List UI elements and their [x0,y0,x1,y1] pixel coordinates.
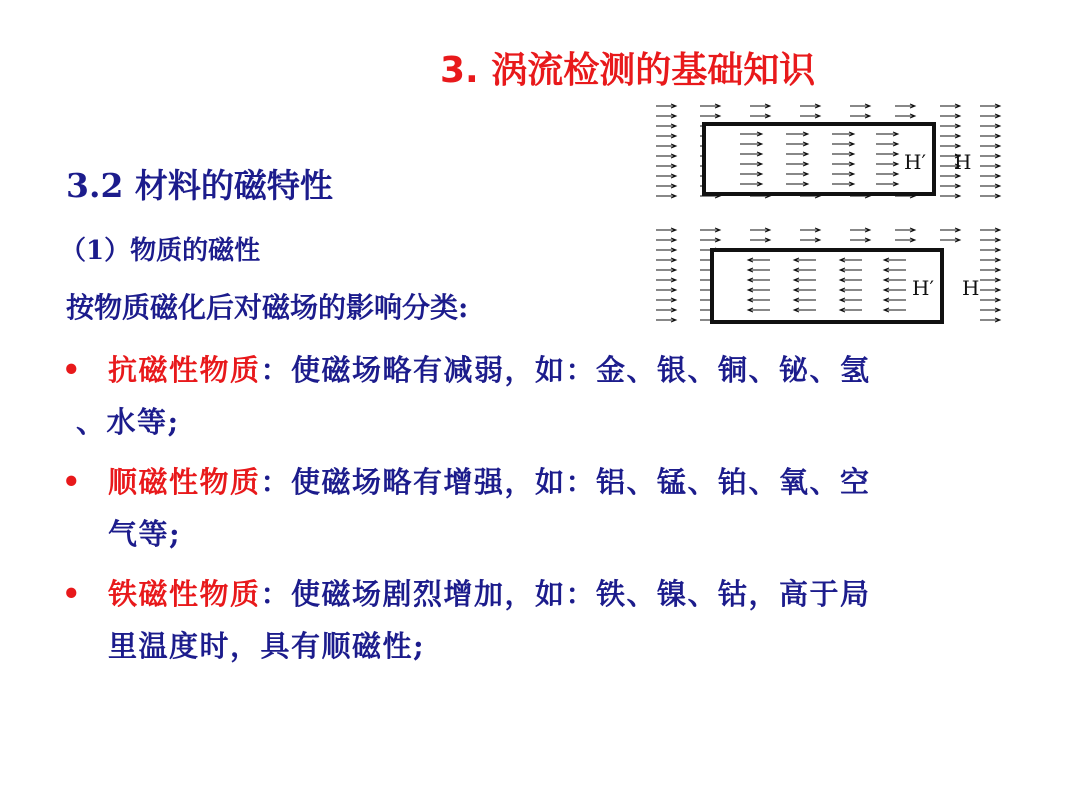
bullet-term: 铁磁性物质 [108,577,261,611]
bullet-line [108,344,1012,396]
sample-outline [712,250,942,322]
slide-title: 3. 涡流检测的基础知识 [440,50,816,91]
label-inner-field: H′ [912,276,934,300]
label-inner-field: H′ [904,150,926,174]
bullet-text: ：使磁场略有减弱，如：金、银、铜、铋、氢 [260,353,871,387]
bullet-continuation: 气等; [108,517,182,551]
subsection-heading: （1）物质的磁性 [60,236,261,266]
bullet-dot: • [62,577,81,611]
bullet-dot: • [62,465,81,499]
bullet-line [108,568,1012,620]
bullet-ferromagnetic [62,568,1012,672]
sample-outline [704,124,934,194]
bullet-text: ：使磁场剧烈增加，如：铁、镍、钴，高于局 [260,577,871,611]
bullet-text: ：使磁场略有增强，如：铝、锰、铂、氧、空 [260,465,871,499]
bullet-term: 抗磁性物质 [108,353,261,387]
bullet-paramagnetic [62,456,1012,560]
label-outer-field: H [954,150,972,174]
bullet-term: 顺磁性物质 [108,465,261,499]
bullet-dot: • [62,353,81,387]
bullet-diamagnetic [62,344,1012,448]
bullet-continuation: 里温度时，具有顺磁性; [108,629,426,663]
section-heading: 3.2 材料的磁特性 [66,166,333,205]
bullet-line [108,456,1012,508]
label-outer-field: H [962,276,980,300]
classification-intro: 按物质磁化后对磁场的影响分类: [66,291,469,324]
magnetic-field-diagram [650,100,1010,340]
bullet-continuation: 、水等; [76,405,180,439]
